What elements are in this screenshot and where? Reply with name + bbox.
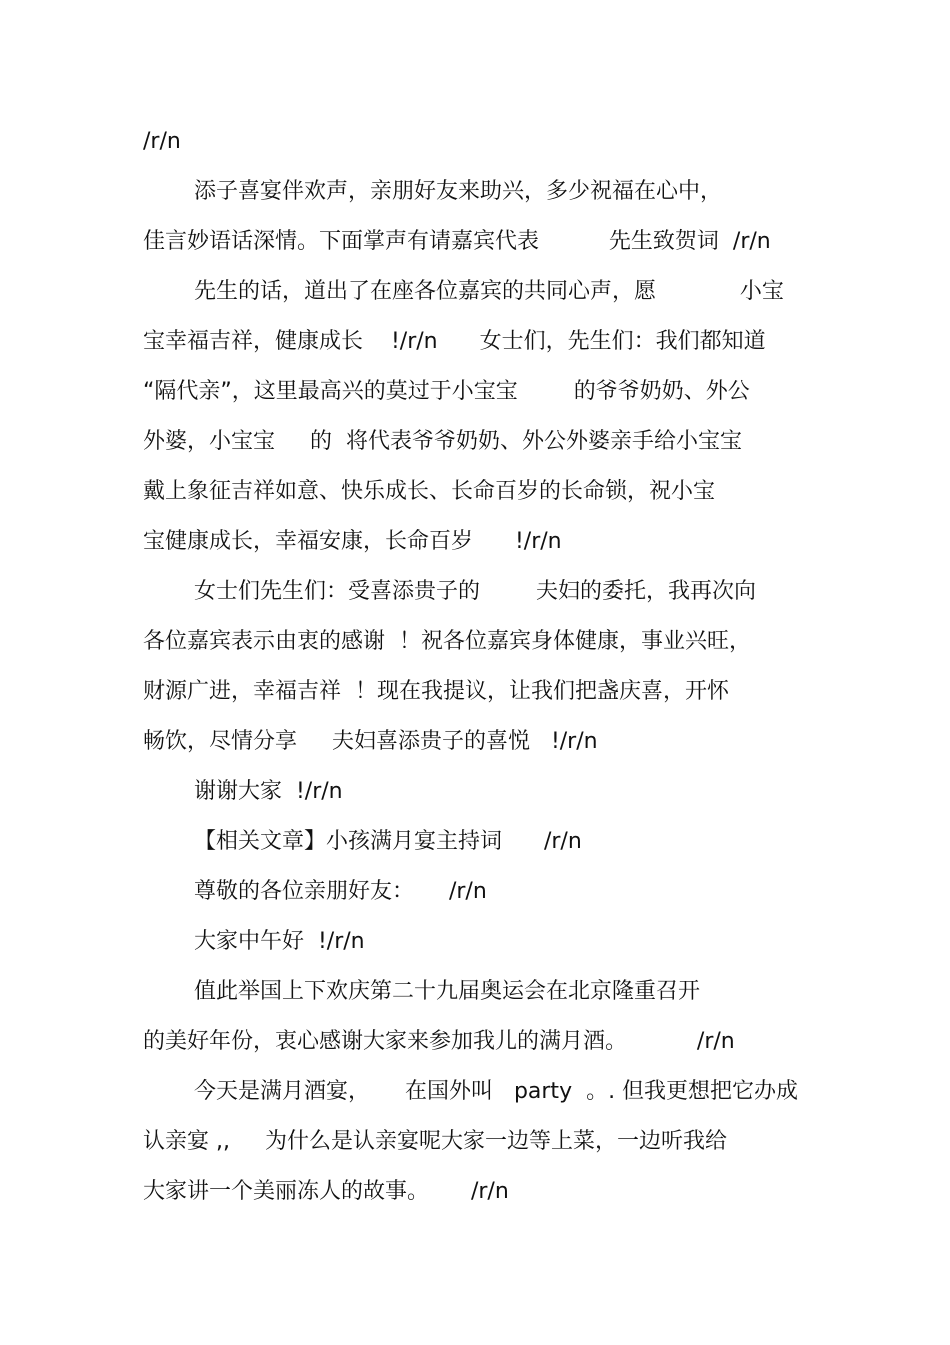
text-line: 尊敬的各位亲朋好友： /r/n [194, 879, 487, 904]
text-line: /r/n [143, 129, 181, 154]
text-line: 宝幸福吉祥，健康成长 !/r/n 女士们，先生们：我们都知道 [143, 329, 766, 354]
text-line: 先生的话，道出了在座各位嘉宾的共同心声，愿 小宝 [194, 279, 784, 304]
text-line: 各位嘉宾表示由衷的感谢 ！祝各位嘉宾身体健康，事业兴旺， [143, 629, 751, 654]
text-line: 外婆，小宝宝 的 将代表爷爷奶奶、外公外婆亲手给小宝宝 [143, 429, 742, 454]
text-line: 认亲宴 ,, 为什么是认亲宴呢大家一边等上菜，一边听我给 [143, 1129, 727, 1154]
text-line: 大家讲一个美丽冻人的故事。 /r/n [143, 1179, 509, 1204]
text-line: 戴上象征吉祥如意、快乐成长、长命百岁的长命锁，祝小宝 [143, 479, 716, 504]
text-line: 佳言妙语话深情。下面掌声有请嘉宾代表 先生致贺词 /r/n [143, 229, 771, 254]
text-line: 谢谢大家 !/r/n [194, 779, 343, 804]
text-line: 的美好年份，衷心感谢大家来参加我儿的满月酒。 /r/n [143, 1029, 735, 1054]
text-line: “隔代亲”，这里最高兴的莫过于小宝宝 的爷爷奶奶、外公 [143, 379, 750, 404]
text-line: 添子喜宴伴欢声，亲朋好友来助兴，多少祝福在心中， [194, 179, 723, 204]
text-line: 今天是满月酒宴， 在国外叫 party 。. 但我更想把它办成 [194, 1079, 799, 1104]
text-line: 大家中午好 !/r/n [194, 929, 365, 954]
text-line: 女士们先生们：受喜添贵子的 夫妇的委托，我再次向 [194, 579, 756, 604]
text-line: 值此举国上下欢庆第二十九届奥运会在北京隆重召开 [194, 979, 701, 1004]
text-line: 【相关文章】小孩满月宴主持词 /r/n [194, 829, 582, 854]
text-line: 畅饮，尽情分享 夫妇喜添贵子的喜悦 !/r/n [143, 729, 598, 754]
text-line: 宝健康成长，幸福安康，长命百岁 !/r/n [143, 529, 562, 554]
text-line: 财源广进，幸福吉祥 ！现在我提议，让我们把盏庆喜，开怀 [143, 679, 729, 704]
